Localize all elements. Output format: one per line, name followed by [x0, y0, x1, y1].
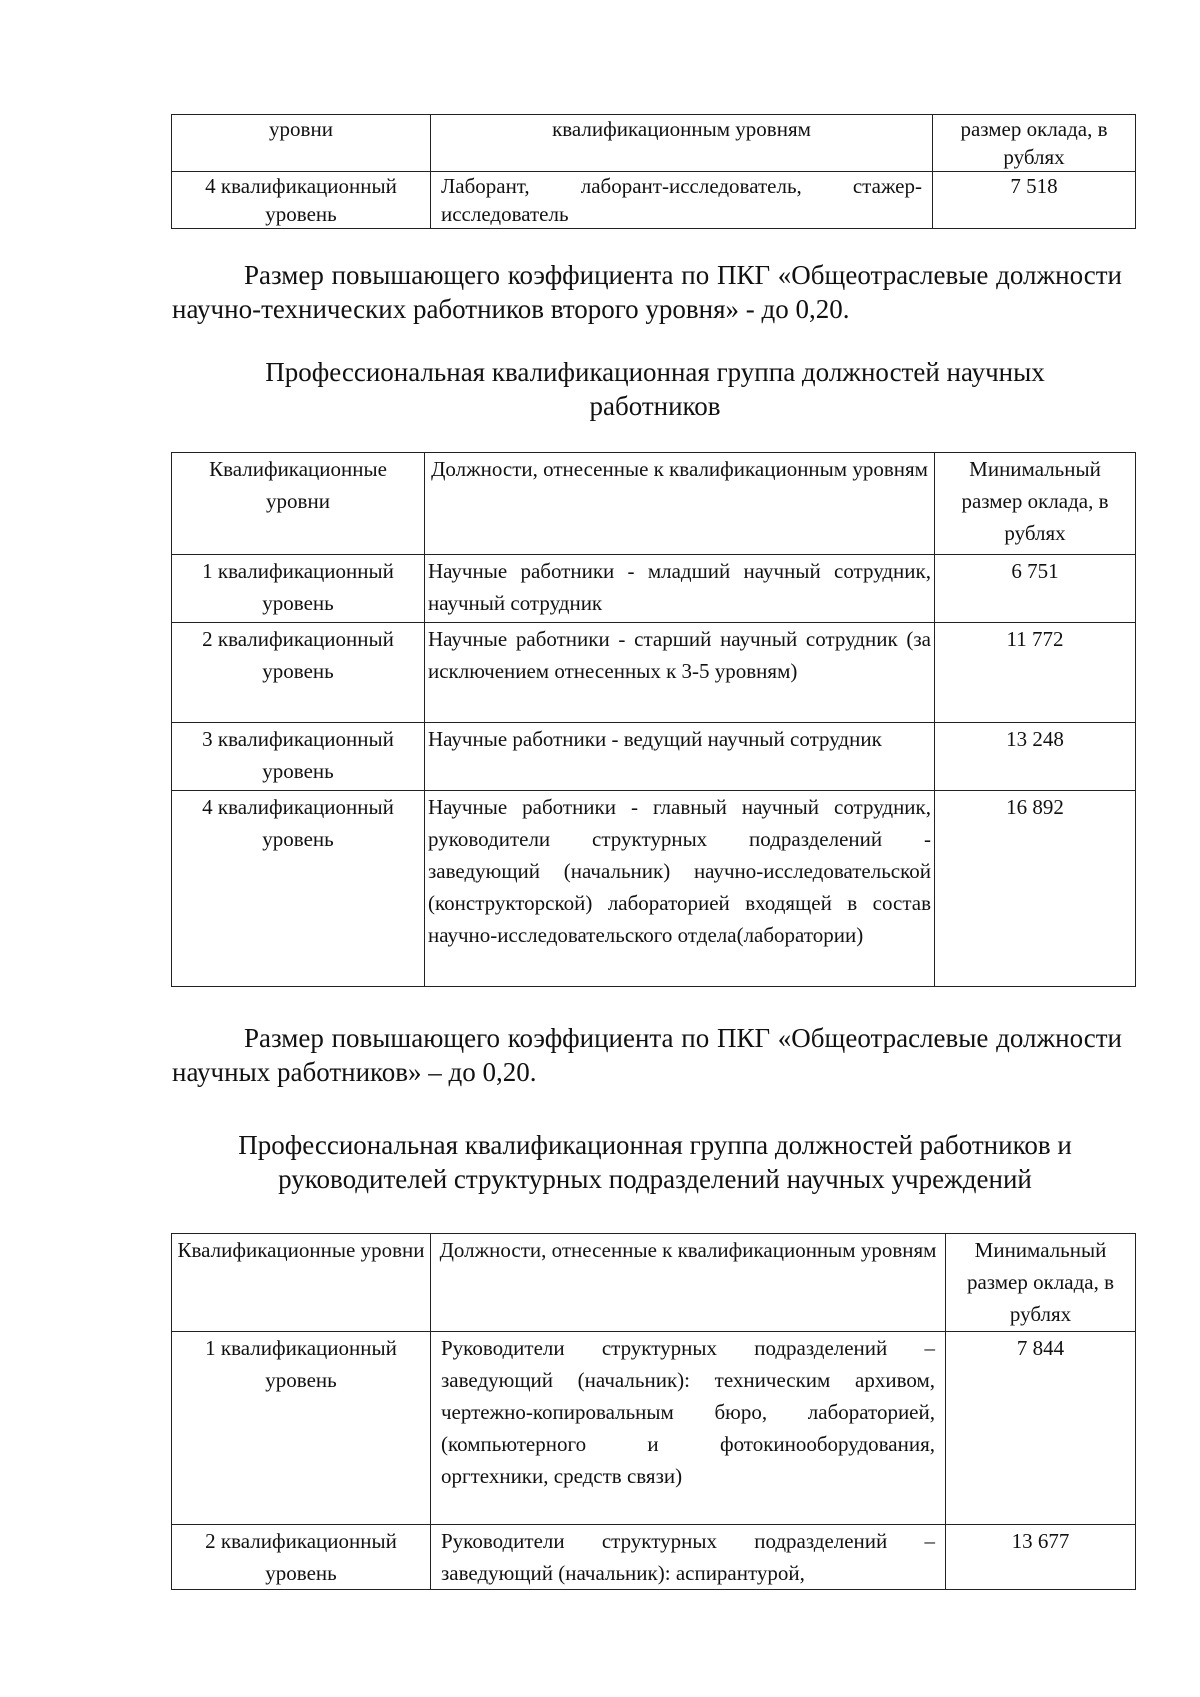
table-row — [172, 555, 1136, 623]
coefficient-paragraph-1 — [172, 258, 1122, 326]
table-row — [172, 791, 1136, 987]
header-positions: Должности, отнесенные к квалификационным уровням — [425, 453, 935, 555]
row-positions: Научные работники - главный научный сотрудник, руководители структурных подразделений - заведующий (начальник) научно-исследовательской (конструкторской) лабораторией входящей в состав научно-исследовательского отдела(лаборатории) — [425, 791, 935, 987]
header-levels: Квалификационные уровни — [172, 1234, 431, 1332]
row-level: 1 квалификационный уровень — [172, 1332, 431, 1525]
table-technical-staff — [171, 114, 1136, 229]
row-positions: Научные работники - младший научный сотрудник, научный сотрудник — [425, 555, 935, 623]
row-positions: Научные работники - ведущий научный сотрудник — [425, 723, 935, 791]
row-salary: 13 677 — [946, 1525, 1136, 1590]
row-salary: 7 518 — [933, 172, 1136, 229]
header-salary: размер оклада, в рублях — [933, 115, 1136, 172]
header-salary: Минимальный размер оклада, в рублях — [935, 453, 1136, 555]
row-positions: Научные работники - старший научный сотрудник (за исключением отнесенных к 3-5 уровням) — [425, 623, 935, 723]
row-positions: Лаборант, лаборант-исследователь, стажер-исследователь — [431, 172, 933, 229]
row-salary: 11 772 — [935, 623, 1136, 723]
row-salary: 16 892 — [935, 791, 1136, 987]
header-levels: уровни — [172, 115, 431, 172]
header-levels: Квалификационные уровни — [172, 453, 425, 555]
table-row — [172, 172, 1136, 229]
table-header-row — [172, 1234, 1136, 1332]
paragraph-text: Размер повышающего коэффициента по ПКГ «Общеотраслевые должности научных работников» – до 0,20. — [172, 1023, 1122, 1087]
row-level: 1 квалификационный уровень — [172, 555, 425, 623]
row-level: 4 квалификационный уровень — [172, 172, 431, 229]
table-managers — [171, 1233, 1136, 1590]
section-heading-managers: Профессиональная квалификационная группа должностей работников и руководителей структурных подразделений научных учреждений — [238, 1130, 1072, 1194]
row-level: 2 квалификационный уровень — [172, 1525, 431, 1590]
table-row — [172, 1332, 1136, 1525]
table-row — [172, 723, 1136, 791]
header-positions: Должности, отнесенные к квалификационным уровням — [431, 1234, 946, 1332]
row-positions: Руководители структурных подразделений – заведующий (начальник): техническим архивом, чертежно-копировальным бюро, лабораторией, (компьютерного и фотокинооборудования, оргтехники, средств связи) — [431, 1332, 946, 1525]
table-header-row — [172, 115, 1136, 172]
row-salary: 13 248 — [935, 723, 1136, 791]
header-positions: квалификационным уровням — [431, 115, 933, 172]
header-salary: Минимальный размер оклада, в рублях — [946, 1234, 1136, 1332]
table-header-row — [172, 453, 1136, 555]
table-scientific-workers — [171, 452, 1136, 987]
coefficient-paragraph-2 — [172, 1021, 1122, 1089]
row-level: 4 квалификационный уровень — [172, 791, 425, 987]
paragraph-text: Размер повышающего коэффициента по ПКГ «Общеотраслевые должности научно-технических работников второго уровня» - до 0,20. — [172, 260, 1122, 324]
row-level: 3 квалификационный уровень — [172, 723, 425, 791]
table-row — [172, 1525, 1136, 1590]
row-salary: 7 844 — [946, 1332, 1136, 1525]
row-positions: Руководители структурных подразделений – заведующий (начальник): аспирантурой, — [431, 1525, 946, 1590]
row-salary: 6 751 — [935, 555, 1136, 623]
table-row — [172, 623, 1136, 723]
section-heading-scientific: Профессиональная квалификационная группа должностей научных работников — [265, 357, 1045, 421]
row-level: 2 квалификационный уровень — [172, 623, 425, 723]
